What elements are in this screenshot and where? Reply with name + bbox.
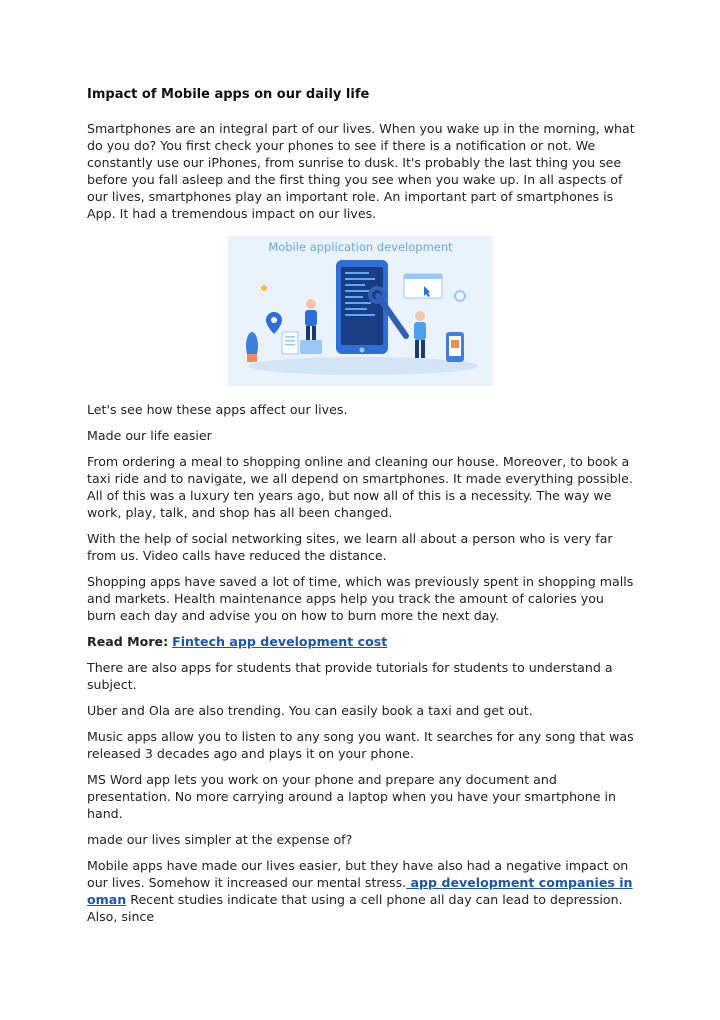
paragraph: MS Word app lets you work on your phone and prepare any document and presentation. No more carrying around a laptop when you have your smartphone in hand. xyxy=(87,772,616,821)
paragraph: Let's see how these apps affect our lives. xyxy=(87,402,348,417)
paragraph: With the help of social networking sites, we learn all about a person who is very far from us. Video calls have reduced the distance. xyxy=(87,531,613,563)
figure-caption: Mobile application development xyxy=(268,240,453,254)
read-more-line xyxy=(87,633,635,650)
intro-paragraph: Smartphones are an integral part of our lives. When you wake up in the morning, what do you do? You first check your phones to see if there is a notification or not. We constantly use our iPhones, from sunrise to dusk. It's probably the last thing you see before you fall asleep and the first thing you see when you wake up. In all aspects of our lives, smartphones play an important role. An important part of smartphones is App. It had a tremendous impact on our lives. xyxy=(87,121,635,221)
article-title: Impact of Mobile apps on our daily life xyxy=(87,87,370,102)
read-more-label: Read More: xyxy=(87,634,169,649)
paragraph: From ordering a meal to shopping online and cleaning our house. Moreover, to book a taxi ride and to navigate, we all depend on smartphones. It made everything possible. All of this was a luxury ten years ago, but now all of this is a necessity. The way we work, play, talk, and shop has all been changed. xyxy=(87,454,633,520)
paragraph-text: Recent studies indicate that using a cell phone all day can lead to depression. Also, since xyxy=(87,892,623,924)
paragraph: Shopping apps have saved a lot of time, which was previously spent in shopping malls and markets. Health maintenance apps help you track the amount of calories you burn each day and advise you on how to burn more the next day. xyxy=(87,574,634,623)
paragraph: Music apps allow you to listen to any song you want. It searches for any song that was released 3 decades ago and plays it on your phone. xyxy=(87,729,634,761)
mobile-app-development-illustration xyxy=(228,236,493,386)
illustration-graphic xyxy=(228,236,493,386)
paragraph-text: Mobile apps have made our lives easier, but they have also had a negative impact on our lives. Somehow it increased our mental stress. xyxy=(87,858,629,890)
article xyxy=(87,86,635,934)
app-development-oman-link[interactable]: app development companies in oman xyxy=(87,875,633,907)
paragraph: Uber and Ola are also trending. You can easily book a taxi and get out. xyxy=(87,703,533,718)
paragraph: There are also apps for students that provide tutorials for students to understand a subject. xyxy=(87,660,613,692)
fintech-cost-link[interactable]: Fintech app development cost xyxy=(172,634,388,649)
paragraph: made our lives simpler at the expense of? xyxy=(87,832,353,847)
paragraph: Made our life easier xyxy=(87,428,212,443)
paragraph-with-link xyxy=(87,857,635,925)
